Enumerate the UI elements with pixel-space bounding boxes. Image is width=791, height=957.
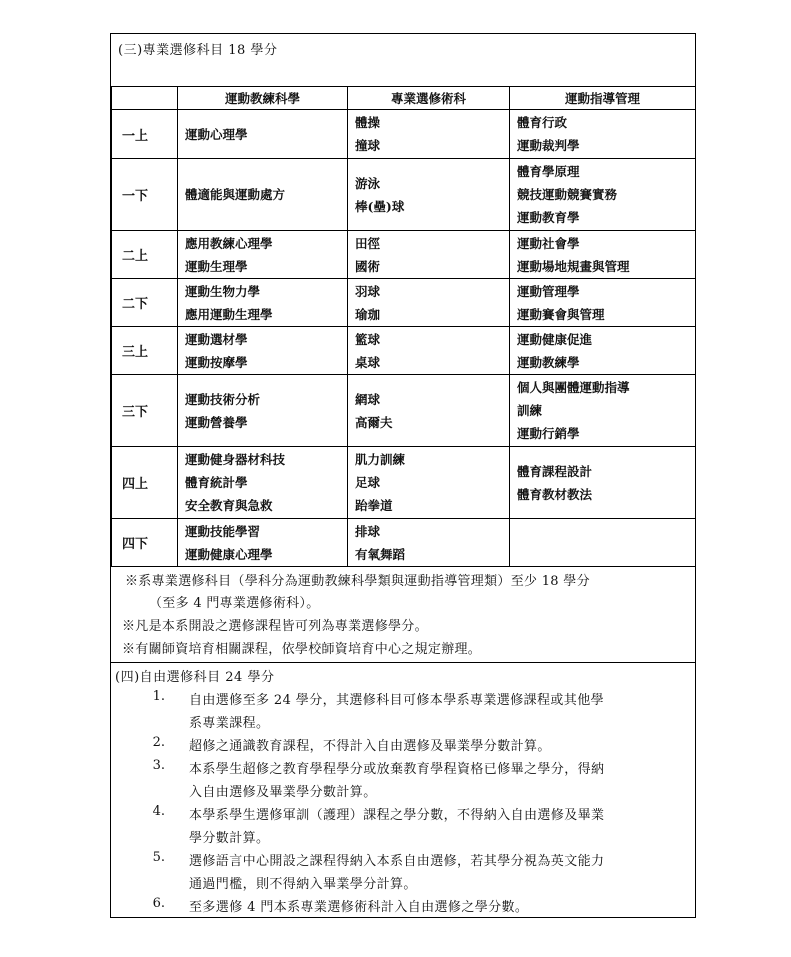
- course-cell: [348, 231, 510, 279]
- course-name: 應用教練心理學: [185, 235, 273, 251]
- rule-text-line: 選修語言中心開設之課程得納入本系自由選修，若其學分視為英文能力: [189, 854, 605, 869]
- course-name: 瑜珈: [355, 306, 381, 322]
- table-row: [112, 231, 696, 279]
- course-cell: [348, 159, 510, 231]
- course-name: 足球: [355, 475, 381, 490]
- section-divider: [111, 662, 695, 663]
- table-header-term: [112, 87, 178, 110]
- course-cell: [178, 279, 348, 327]
- course-name: 運動心理學: [185, 126, 248, 142]
- course-name: 運動教育學: [517, 210, 580, 225]
- course-name: 運動場地規畫與管理: [517, 258, 630, 274]
- course-name: 安全教育與急救: [185, 498, 273, 513]
- rule-number: 6.: [152, 896, 165, 911]
- table-header-coaching-science: 運動教練科學: [178, 87, 348, 110]
- course-name: 應用運動生理學: [185, 306, 273, 322]
- course-name: 運動管理學: [517, 283, 580, 299]
- course-name: 國術: [355, 258, 381, 274]
- table-row: [112, 110, 696, 159]
- course-cell: [510, 447, 696, 519]
- course-cell: [178, 375, 348, 447]
- course-name: 運動營養學: [185, 414, 248, 430]
- note-3: ※有關師資培育相關課程，依學校師資培育中心之規定辦理。: [122, 642, 482, 657]
- term-cell: 一下: [112, 159, 178, 231]
- course-name: 訓練: [517, 403, 543, 418]
- course-name: 運動生理學: [185, 258, 248, 274]
- table-row: [112, 447, 696, 519]
- course-name: 運動選材學: [185, 331, 248, 347]
- course-name: 網球: [355, 391, 381, 407]
- course-name: 運動健身器材科技: [185, 452, 286, 467]
- course-name: 競技運動競賽實務: [517, 187, 618, 202]
- course-cell: [348, 327, 510, 375]
- course-name: 體育學原理: [517, 164, 580, 179]
- course-name: 桌球: [355, 354, 381, 370]
- rule-text-line: 超修之通識教育課程，不得計入自由選修及畢業學分數計算。: [189, 739, 551, 754]
- note-1-line-2: （至多 4 門專業選修術科）。: [149, 596, 320, 611]
- course-name: 運動裁判學: [517, 138, 580, 153]
- course-cell: [348, 447, 510, 519]
- course-name: 體育行政: [517, 115, 568, 130]
- course-name: 個人與團體運動指導: [517, 380, 630, 395]
- course-name: 運動技能學習: [185, 523, 261, 539]
- section4-heading: (四)自由選修科目 24 學分: [115, 670, 275, 685]
- course-name: 跆拳道: [355, 498, 393, 513]
- rule-number: 4.: [152, 804, 165, 819]
- course-name: 體適能與運動處方: [185, 187, 286, 202]
- course-name: 籃球: [355, 331, 381, 347]
- course-name: 體操: [355, 115, 381, 130]
- course-cell: [510, 159, 696, 231]
- course-cell: [178, 447, 348, 519]
- elective-course-table: [111, 86, 696, 567]
- table-row: [112, 519, 696, 567]
- course-name: 運動技術分析: [185, 391, 261, 407]
- course-name: 運動教練學: [517, 354, 580, 370]
- rule-number: 5.: [152, 850, 165, 865]
- course-name: 運動賽會與管理: [517, 306, 605, 322]
- course-cell: [178, 519, 348, 567]
- rule-number: 1.: [152, 689, 165, 704]
- term-cell: 二上: [112, 231, 178, 279]
- course-name: 肌力訓練: [355, 452, 406, 467]
- course-cell: [510, 231, 696, 279]
- section3-heading: (三)專業選修科目 18 學分: [118, 43, 278, 58]
- note-1-line-1: ※系專業選修科目（學科分為運動教練科學類與運動指導管理類）至少 18 學分: [125, 574, 590, 589]
- course-name: 體育教材教法: [517, 486, 593, 502]
- table-row: [112, 375, 696, 447]
- term-cell: 三下: [112, 375, 178, 447]
- rule-text-line: 至多選修 4 門本系專業選修術科計入自由選修之學分數。: [189, 900, 529, 915]
- course-name: 棒(壘)球: [355, 198, 405, 214]
- table-row: [112, 279, 696, 327]
- document-frame: [110, 33, 696, 918]
- rule-text-line: 學分數計算。: [189, 831, 270, 846]
- term-cell: 四上: [112, 447, 178, 519]
- course-cell: [510, 327, 696, 375]
- rule-text-line: 本學系學生選修軍訓（護理）課程之學分數，不得納入自由選修及畢業: [189, 808, 605, 823]
- term-cell: 三上: [112, 327, 178, 375]
- table-row: [112, 159, 696, 231]
- course-cell: [510, 279, 696, 327]
- table-header-sport-management: 運動指導管理: [510, 87, 696, 110]
- term-cell: 二下: [112, 279, 178, 327]
- course-name: 運動生物力學: [185, 283, 261, 299]
- course-name: 游泳: [355, 175, 381, 191]
- course-name: 田徑: [355, 235, 381, 251]
- table-header-elective-skills: 專業選修術科: [348, 87, 510, 110]
- course-cell: [510, 519, 696, 567]
- term-cell: 四下: [112, 519, 178, 567]
- table-row: [112, 327, 696, 375]
- course-cell: [178, 159, 348, 231]
- course-cell: [510, 375, 696, 447]
- course-cell: [348, 375, 510, 447]
- note-2: ※凡是本系開設之選修課程皆可列為專業選修學分。: [122, 619, 428, 634]
- course-name: 羽球: [355, 283, 381, 299]
- rule-text-line: 通過門檻，則不得納入畢業學分計算。: [189, 877, 417, 892]
- course-name: 有氧舞蹈: [355, 546, 406, 562]
- course-name: 運動按摩學: [185, 354, 248, 370]
- course-cell: [348, 279, 510, 327]
- rule-text-line: 系專業課程。: [189, 716, 270, 731]
- course-cell: [348, 110, 510, 159]
- rule-number: 2.: [152, 735, 165, 750]
- course-name: 撞球: [355, 138, 381, 153]
- table-header-row: [112, 87, 696, 110]
- course-name: 排球: [355, 523, 381, 539]
- rule-text-line: 入自由選修及畢業學分數計算。: [189, 785, 377, 800]
- course-name: 體育統計學: [185, 475, 248, 490]
- rule-text-line: 本系學生超修之教育學程學分或放棄教育學程資格已修畢之學分，得納: [189, 762, 605, 777]
- course-cell: [510, 110, 696, 159]
- course-name: 運動行銷學: [517, 426, 580, 441]
- course-name: 運動社會學: [517, 235, 580, 251]
- term-cell: 一上: [112, 110, 178, 159]
- rule-number: 3.: [152, 758, 165, 773]
- course-cell: [178, 231, 348, 279]
- course-cell: [348, 519, 510, 567]
- course-cell: [178, 110, 348, 159]
- course-cell: [178, 327, 348, 375]
- rule-text-line: 自由選修至多 24 學分，其選修科目可修本學系專業選修課程或其他學: [189, 693, 605, 708]
- course-name: 運動健康心理學: [185, 546, 273, 562]
- course-name: 體育課程設計: [517, 463, 593, 479]
- course-name: 運動健康促進: [517, 331, 593, 347]
- course-name: 高爾夫: [355, 414, 393, 430]
